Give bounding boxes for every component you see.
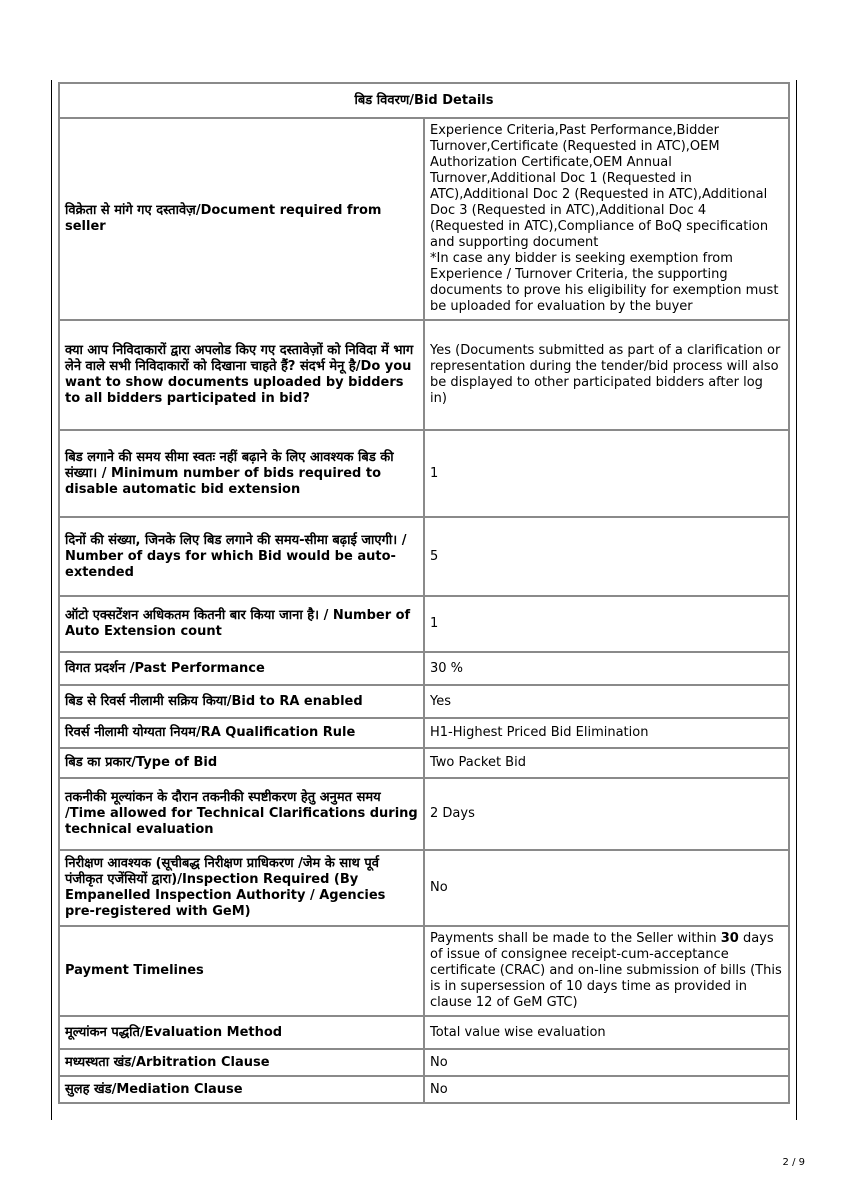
bid-details-table	[58, 82, 790, 1104]
row-label: Payment Timelines	[59, 926, 424, 1016]
table-row	[59, 1049, 789, 1076]
table-row	[59, 1016, 789, 1049]
row-value: No	[424, 1076, 789, 1103]
row-label: दिनों की संख्या, जिनके लिए बिड लगाने की समय-सीमा बढ़ाई जाएगी। / Number of days for which Bid would be auto-extended	[59, 517, 424, 596]
payment-days: 30	[720, 931, 739, 946]
table-row	[59, 320, 789, 430]
page-border-right	[796, 80, 797, 1120]
row-value: No	[424, 1049, 789, 1076]
row-value: 1	[424, 430, 789, 517]
table-row-payment	[59, 926, 789, 1016]
row-label: ऑटो एक्सटेंशन अधिकतम कितनी बार किया जाना है। / Number of Auto Extension count	[59, 596, 424, 652]
row-label: मध्यस्थता खंड/Arbitration Clause	[59, 1049, 424, 1076]
payment-text-end: days of issue of consignee receipt-cum-acceptance certificate (CRAC) and on-line submission of bills (This is in supersession of 10 days time as provided in clause 12 of GeM GTC)	[430, 931, 782, 1010]
row-value: Total value wise evaluation	[424, 1016, 789, 1049]
table-row	[59, 718, 789, 748]
row-label: बिड का प्रकार/Type of Bid	[59, 748, 424, 778]
row-label: बिड लगाने की समय सीमा स्वतः नहीं बढ़ाने के लिए आवश्यक बिड की संख्या। / Minimum number of bids required to disable automatic bid extension	[59, 430, 424, 517]
row-value: Two Packet Bid	[424, 748, 789, 778]
table-row	[59, 685, 789, 718]
table-row	[59, 652, 789, 685]
table-row	[59, 517, 789, 596]
table-header-row	[59, 83, 789, 118]
table-row	[59, 1076, 789, 1103]
row-label: सुलह खंड/Mediation Clause	[59, 1076, 424, 1103]
row-label: क्या आप निविदाकारों द्वारा अपलोड किए गए दस्तावेज़ों को निविदा में भाग लेने वाले सभी निविदाकारों को दिखाना चाहते हैं? संदर्भ मेनू है/Do you want to show documents uploaded by bidders to all bidders participated in bid?	[59, 320, 424, 430]
row-label: बिड से रिवर्स नीलामी सक्रिय किया/Bid to RA enabled	[59, 685, 424, 718]
row-value: 1	[424, 596, 789, 652]
table-row	[59, 430, 789, 517]
row-label: विगत प्रदर्शन /Past Performance	[59, 652, 424, 685]
payment-text-start: Payments shall be made to the Seller within	[430, 931, 721, 946]
page-number: 2 / 9	[782, 1157, 805, 1168]
table-row	[59, 118, 789, 320]
row-value: 30 %	[424, 652, 789, 685]
table-row	[59, 748, 789, 778]
page-border-left	[51, 80, 52, 1120]
table-title: बिड विवरण/Bid Details	[59, 83, 789, 118]
row-label: तकनीकी मूल्यांकन के दौरान तकनीकी स्पष्टीकरण हेतु अनुमत समय /Time allowed for Technical Clarifications during technical evaluation	[59, 778, 424, 850]
row-value: No	[424, 850, 789, 926]
row-value: 2 Days	[424, 778, 789, 850]
row-label: विक्रेता से मांगे गए दस्तावेज़/Document required from seller	[59, 118, 424, 320]
table-row	[59, 850, 789, 926]
table-row	[59, 778, 789, 850]
row-value	[424, 926, 789, 1016]
row-label: मूल्यांकन पद्धति/Evaluation Method	[59, 1016, 424, 1049]
row-value: 5	[424, 517, 789, 596]
row-value: Yes	[424, 685, 789, 718]
row-value: H1-Highest Priced Bid Elimination	[424, 718, 789, 748]
row-label: निरीक्षण आवश्यक (सूचीबद्ध निरीक्षण प्राधिकरण /जेम के साथ पूर्व पंजीकृत एजेंसियों द्वारा)/Inspection Required (By Empanelled Inspection Authority / Agencies pre-registered with GeM)	[59, 850, 424, 926]
row-label: रिवर्स नीलामी योग्यता नियम/RA Qualification Rule	[59, 718, 424, 748]
row-value: Yes (Documents submitted as part of a clarification or representation during the tender/bid process will also be displayed to other participated bidders after log in)	[424, 320, 789, 430]
row-value: Experience Criteria,Past Performance,Bidder Turnover,Certificate (Requested in ATC),OEM Authorization Certificate,OEM Annual Turnover,Additional Doc 1 (Requested in ATC),Additional Doc 2 (Requested in ATC),Additional Doc 3 (Requested in ATC),Additional Doc 4 (Requested in ATC),Compliance of BoQ specification and supporting document *In case any bidder is seeking exemption from Experience / Turnover Criteria, the supporting documents to prove his eligibility for exemption must be uploaded for evaluation by the buyer	[424, 118, 789, 320]
table-row	[59, 596, 789, 652]
